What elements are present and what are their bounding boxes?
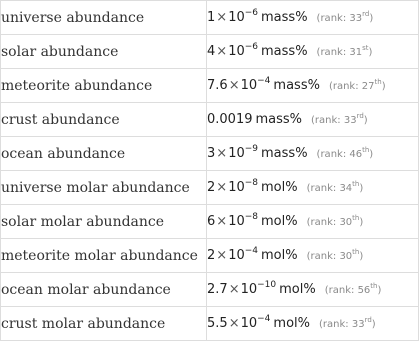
value-exponent: −4 <box>257 76 271 86</box>
property-label-text: crust abundance <box>1 111 120 128</box>
rank-annotation <box>316 146 374 160</box>
property-value <box>207 69 419 103</box>
rank-number: 27 <box>361 81 375 92</box>
rank-close: ) <box>369 13 374 24</box>
times-symbol: × <box>216 248 228 263</box>
times-symbol: × <box>228 316 240 331</box>
property-label-text: ocean molar abundance <box>1 281 171 298</box>
property-label-text: meteorite molar abundance <box>1 247 198 264</box>
rank-ordinal-suffix: st <box>362 44 369 52</box>
property-value <box>207 273 419 307</box>
value-base: 10 <box>240 78 258 93</box>
rank-annotation <box>306 180 364 194</box>
rank-annotation <box>328 78 386 92</box>
table-row <box>1 35 419 69</box>
value-exponent: −8 <box>244 178 259 188</box>
rank-annotation <box>324 282 382 296</box>
property-label <box>1 137 207 171</box>
table-row <box>1 205 419 239</box>
property-label-text: solar molar abundance <box>1 213 165 230</box>
property-value <box>207 239 419 273</box>
rank-ordinal-suffix: rd <box>364 316 372 324</box>
table-row <box>1 137 419 171</box>
property-label-text: crust molar abundance <box>1 315 166 332</box>
rank-prefix: (rank: <box>316 149 350 160</box>
property-value <box>207 103 419 137</box>
rank-annotation <box>311 112 368 126</box>
rank-prefix: (rank: <box>316 47 350 58</box>
value-unit: mass% <box>261 44 308 59</box>
rank-number: 34 <box>339 183 353 194</box>
rank-number: 33 <box>343 115 357 126</box>
times-symbol: × <box>216 146 228 161</box>
value-mantissa: 3 <box>207 146 216 161</box>
rank-annotation <box>316 44 373 58</box>
rank-number: 31 <box>349 47 363 58</box>
property-label-text: universe molar abundance <box>1 179 190 196</box>
rank-ordinal-suffix: th <box>362 146 370 154</box>
value-base: 10 <box>228 180 245 195</box>
value-base: 10 <box>228 44 245 59</box>
rank-prefix: (rank: <box>324 285 358 296</box>
value-base: 10 <box>228 214 245 229</box>
rank-number: 46 <box>349 149 363 160</box>
value-unit: mol% <box>273 316 311 331</box>
rank-prefix: (rank: <box>319 319 352 330</box>
value-mantissa: 2.7 <box>207 282 228 297</box>
property-label <box>1 171 207 205</box>
rank-close: ) <box>368 47 373 58</box>
times-symbol: × <box>216 214 228 229</box>
rank-number: 56 <box>357 285 371 296</box>
rank-close: ) <box>359 251 364 262</box>
property-value <box>207 307 419 341</box>
value-unit: mass% <box>255 112 303 127</box>
value-base: 10 <box>240 282 258 297</box>
property-label <box>1 307 207 341</box>
property-value <box>207 171 419 205</box>
rank-annotation <box>319 316 376 330</box>
table-row <box>1 307 419 341</box>
value-plain: 0.0019 <box>207 112 253 127</box>
rank-close: ) <box>377 285 382 296</box>
value-mantissa: 2 <box>207 180 216 195</box>
table-row <box>1 1 419 35</box>
rank-prefix: (rank: <box>306 183 340 194</box>
rank-annotation <box>316 10 374 24</box>
rank-ordinal-suffix: th <box>352 214 360 222</box>
value-base: 10 <box>228 146 245 161</box>
rank-close: ) <box>381 81 386 92</box>
rank-prefix: (rank: <box>306 251 340 262</box>
table-row <box>1 273 419 307</box>
value-mantissa: 7.6 <box>207 78 228 93</box>
rank-close: ) <box>363 115 368 126</box>
property-label <box>1 103 207 137</box>
value-mantissa: 5.5 <box>207 316 228 331</box>
rank-prefix: (rank: <box>306 217 340 228</box>
rank-ordinal-suffix: th <box>374 78 382 86</box>
value-mantissa: 2 <box>207 248 216 263</box>
rank-ordinal-suffix: rd <box>362 10 370 18</box>
value-unit: mol% <box>261 214 298 229</box>
table-row <box>1 239 419 273</box>
value-unit: mass% <box>261 146 308 161</box>
value-exponent: −9 <box>244 144 259 154</box>
value-mantissa: 4 <box>207 44 216 59</box>
value-unit: mass% <box>261 10 308 25</box>
property-value <box>207 137 419 171</box>
value-exponent: −6 <box>244 42 259 52</box>
rank-annotation <box>306 214 364 228</box>
rank-prefix: (rank: <box>316 13 350 24</box>
rank-close: ) <box>369 149 374 160</box>
value-exponent: −10 <box>257 280 277 290</box>
property-value <box>207 205 419 239</box>
property-label-text: universe abundance <box>1 9 145 26</box>
value-exponent: −4 <box>257 314 271 324</box>
property-label-text: meteorite abundance <box>1 77 153 94</box>
property-label-text: ocean abundance <box>1 145 126 162</box>
property-label <box>1 273 207 307</box>
table-row <box>1 171 419 205</box>
rank-ordinal-suffix: th <box>370 282 378 290</box>
property-label <box>1 1 207 35</box>
rank-close: ) <box>359 183 364 194</box>
times-symbol: × <box>216 44 228 59</box>
abundance-table-body <box>1 1 419 341</box>
value-unit: mass% <box>273 78 320 93</box>
property-label <box>1 35 207 69</box>
value-unit: mol% <box>261 248 298 263</box>
rank-number: 30 <box>339 251 353 262</box>
rank-ordinal-suffix: th <box>352 248 360 256</box>
property-value <box>207 1 419 35</box>
value-exponent: −8 <box>244 212 259 222</box>
value-base: 10 <box>240 316 258 331</box>
rank-close: ) <box>371 319 376 330</box>
table-row <box>1 103 419 137</box>
rank-annotation <box>306 248 364 262</box>
table-row <box>1 69 419 103</box>
value-unit: mol% <box>279 282 316 297</box>
property-label <box>1 205 207 239</box>
times-symbol: × <box>216 180 228 195</box>
times-symbol: × <box>216 10 228 25</box>
rank-close: ) <box>359 217 364 228</box>
property-label-text: solar abundance <box>1 43 119 60</box>
value-mantissa: 6 <box>207 214 216 229</box>
property-value <box>207 35 419 69</box>
property-label <box>1 239 207 273</box>
value-unit: mol% <box>261 180 298 195</box>
property-label <box>1 69 207 103</box>
times-symbol: × <box>228 282 240 297</box>
value-exponent: −4 <box>244 246 259 256</box>
value-base: 10 <box>228 248 245 263</box>
value-exponent: −6 <box>244 8 259 18</box>
rank-ordinal-suffix: th <box>352 180 360 188</box>
rank-number: 33 <box>351 319 365 330</box>
rank-prefix: (rank: <box>311 115 344 126</box>
rank-ordinal-suffix: rd <box>356 112 364 120</box>
times-symbol: × <box>228 78 240 93</box>
value-mantissa: 1 <box>207 10 216 25</box>
rank-number: 33 <box>349 13 363 24</box>
value-base: 10 <box>228 10 245 25</box>
rank-prefix: (rank: <box>328 81 362 92</box>
rank-number: 30 <box>339 217 353 228</box>
